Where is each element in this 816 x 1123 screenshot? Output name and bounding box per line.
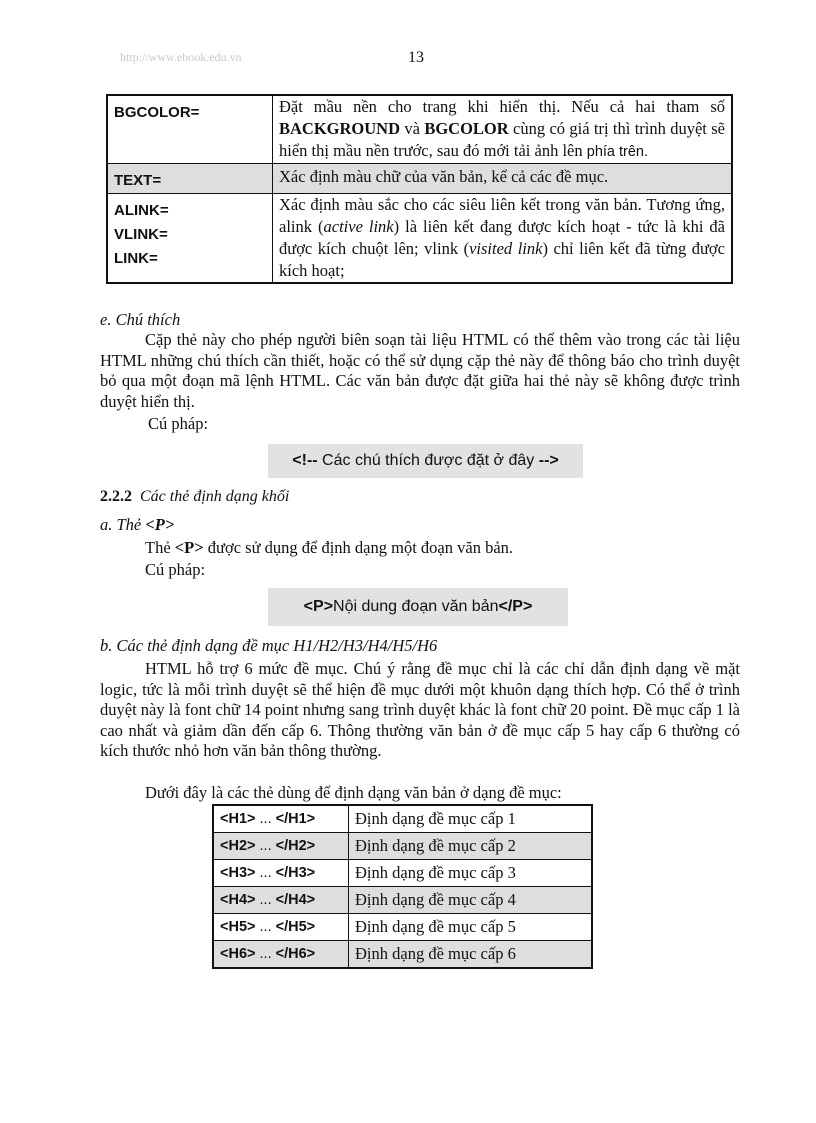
tag-open: <H5> [220, 919, 256, 935]
section-e-heading: e. Chú thích [100, 310, 181, 329]
table-row [107, 95, 732, 164]
heading-tags-table [212, 804, 593, 969]
code-text: Các chú thích được đặt ở đây [317, 452, 539, 469]
attr-key: VLINK= [114, 226, 168, 243]
section-a-syntax-label: Cú pháp: [145, 560, 206, 579]
watermark-url: http://www.ebook.edu.vn [120, 50, 242, 64]
section-a-heading [100, 515, 174, 535]
section-a-body-text: được sử dụng để định dạng một đoạn văn bản. [203, 538, 514, 557]
tag-cell [213, 805, 349, 833]
tag-dots: ... [255, 838, 276, 854]
table-row [213, 941, 592, 969]
table-row [213, 914, 592, 941]
section-e-syntax-label: Cú pháp: [148, 414, 209, 433]
table-row [213, 860, 592, 887]
desc-cell: Định dạng đề mục cấp 2 [349, 833, 593, 860]
tag-close: </H2> [275, 838, 316, 854]
section-b-heading: b. Các thẻ định dạng đề mục H1/H2/H3/H4/H5/H6 [100, 636, 438, 655]
attr-desc-text: và [400, 119, 425, 138]
section-title: Các thẻ định dạng khối [140, 488, 290, 505]
tag-cell [213, 833, 349, 860]
attr-desc-italic: active link [323, 217, 394, 236]
comment-syntax-box [268, 444, 583, 478]
section-a-heading-text: a. Thẻ [100, 515, 146, 534]
desc-cell: Định dạng đề mục cấp 3 [349, 860, 593, 887]
desc-cell: Định dạng đề mục cấp 4 [349, 887, 593, 914]
attr-key: TEXT= [114, 172, 162, 189]
tag-cell [213, 914, 349, 941]
section-a-heading-tag: <P> [145, 515, 175, 534]
attr-desc-italic: visited link [469, 239, 543, 258]
tag-cell [213, 887, 349, 914]
section-222-heading [100, 488, 289, 506]
attr-key: ALINK= [114, 202, 169, 219]
attr-desc-cell [273, 164, 733, 194]
code-tag: <!-- [292, 452, 318, 469]
tag-open: <H6> [220, 946, 256, 962]
tag-open: <H1> [220, 811, 256, 827]
section-a-body-tag: <P> [174, 538, 204, 557]
section-b-intro: Dưới đây là các thẻ dùng để định dạng văn bản ở dạng đề mục: [145, 783, 562, 802]
tag-open: <H3> [220, 865, 256, 881]
code-tag: <P> [303, 598, 334, 615]
attr-desc-text: phía trên. [586, 144, 649, 160]
table-row [107, 164, 732, 194]
code-tag: --> [538, 452, 559, 469]
attr-desc-text: Đặt mầu nền cho trang khi hiển thị. Nếu cả hai tham số [279, 97, 725, 116]
attr-key-cell [107, 164, 273, 194]
tag-dots: ... [255, 946, 276, 962]
tag-cell [213, 941, 349, 969]
attr-desc-bold: BGCOLOR [424, 119, 509, 138]
attr-desc-text: ) chỉ liên kết đã từng được kích hoạt; [279, 239, 725, 280]
attr-desc-cell [273, 95, 733, 164]
table-row [107, 194, 732, 284]
tag-open: <H4> [220, 892, 256, 908]
code-tag: </P> [498, 598, 533, 615]
attr-desc-cell [273, 194, 733, 284]
section-b-body: HTML hỗ trợ 6 mức đề mục. Chú ý rằng đề mục chỉ là các chỉ dẫn định dạng về mặt logic, tức là mỗi trình duyệt sẽ thể hiện đề mục dưới một khuôn dạng thích hợp. Có thể ở trình duyệt này là font chữ 14 point nhưng sang trình duyệt khác là font chữ 20 point. Đề mục cấp 1 là cao nhất và giảm dần đến cấp 6. Thông thường văn bản ở đề mục cấp 5 hay cấp 6 thường có kích thước nhỏ hơn văn bản thông thường. [100, 659, 740, 760]
table-row [213, 805, 592, 833]
table-row [213, 887, 592, 914]
attr-desc-text: Xác định màu sắc cho các siêu liên kết trong văn bản. Tương ứng, alink ( [279, 195, 725, 236]
attr-desc-bold: BACKGROUND [279, 119, 401, 138]
desc-cell: Định dạng đề mục cấp 5 [349, 914, 593, 941]
section-a-body-text: Thẻ [145, 538, 175, 557]
attr-key-cell [107, 95, 273, 164]
tag-dots: ... [255, 892, 276, 908]
page-number: 13 [408, 49, 424, 66]
attr-desc-text: Xác định màu chữ của văn bản, kể cả các đề mục. [279, 167, 609, 186]
attr-key: LINK= [114, 250, 158, 267]
tag-close: </H4> [275, 892, 316, 908]
attr-desc-text: ) là liên kết đang được kích hoạt - tức là khi đã được kích chuột lên; vlink ( [279, 217, 725, 258]
code-text: Nội dung đoạn văn bản [333, 598, 499, 615]
tag-dots: ... [255, 919, 276, 935]
section-number: 2.2.2 [100, 488, 132, 505]
paragraph-syntax-box [268, 588, 568, 626]
tag-close: </H6> [275, 946, 316, 962]
attr-desc-text: cùng có giá trị thì trình duyệt sẽ hiển thị mầu nền trước, sau đó mới tải ảnh lên [279, 119, 725, 160]
tag-cell [213, 860, 349, 887]
attr-key-cell [107, 194, 273, 284]
tag-close: </H1> [275, 811, 316, 827]
desc-cell: Định dạng đề mục cấp 6 [349, 941, 593, 969]
attr-key: BGCOLOR= [114, 104, 200, 121]
desc-cell: Định dạng đề mục cấp 1 [349, 805, 593, 833]
attribute-table [106, 94, 733, 284]
table-row [213, 833, 592, 860]
tag-open: <H2> [220, 838, 256, 854]
tag-close: </H5> [275, 919, 316, 935]
tag-close: </H3> [275, 865, 316, 881]
section-a-body [145, 538, 513, 558]
section-e-body: Cặp thẻ này cho phép người biên soạn tài liệu HTML có thể thêm vào trong các tài liệu HTML những chú thích cần thiết, hoặc có thể sử dụng cặp thẻ này để thông báo cho trình duyệt bỏ qua một đoạn mã lệnh HTML. Các văn bản được đặt giữa hai thẻ này sẽ không được trình duyệt hiển thị. [100, 330, 740, 411]
tag-dots: ... [255, 865, 276, 881]
tag-dots: ... [255, 811, 276, 827]
